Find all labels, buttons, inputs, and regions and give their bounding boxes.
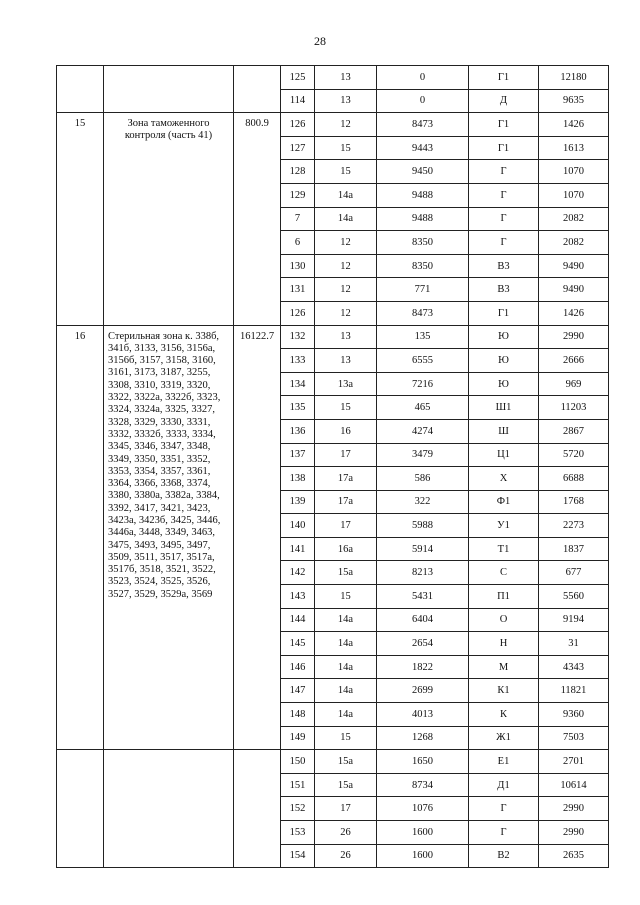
distance-cell: 1822 [377, 655, 469, 679]
point-number-cell: 133 [281, 349, 315, 373]
value-cell: 1768 [539, 490, 609, 514]
value-cell: 1426 [539, 301, 609, 325]
axis-cell: К [469, 703, 539, 727]
zone-number-cell: 16 [57, 325, 104, 750]
value-cell: 677 [539, 561, 609, 585]
axis-cell: Г [469, 183, 539, 207]
floor-cell: 17а [315, 490, 377, 514]
axis-cell: Д [469, 89, 539, 113]
floor-cell: 15а [315, 561, 377, 585]
point-number-cell: 138 [281, 467, 315, 491]
axis-cell: Г [469, 821, 539, 845]
axis-cell: Х [469, 467, 539, 491]
floor-cell: 16 [315, 419, 377, 443]
distance-cell: 0 [377, 66, 469, 90]
value-cell: 1070 [539, 160, 609, 184]
distance-cell: 135 [377, 325, 469, 349]
distance-cell: 0 [377, 89, 469, 113]
point-number-cell: 128 [281, 160, 315, 184]
axis-cell: Д1 [469, 773, 539, 797]
value-cell: 4343 [539, 655, 609, 679]
value-cell: 2990 [539, 325, 609, 349]
distance-cell: 5431 [377, 585, 469, 609]
axis-cell: Ш1 [469, 396, 539, 420]
distance-cell: 4013 [377, 703, 469, 727]
floor-cell: 14а [315, 703, 377, 727]
value-cell: 31 [539, 632, 609, 656]
zone-description-cell [104, 66, 234, 113]
point-number-cell: 146 [281, 655, 315, 679]
distance-cell: 2654 [377, 632, 469, 656]
floor-cell: 26 [315, 844, 377, 868]
point-number-cell: 154 [281, 844, 315, 868]
value-cell: 1070 [539, 183, 609, 207]
distance-cell: 9488 [377, 183, 469, 207]
floor-cell: 17 [315, 797, 377, 821]
point-number-cell: 149 [281, 726, 315, 750]
floor-cell: 13 [315, 325, 377, 349]
floor-cell: 13 [315, 349, 377, 373]
floor-cell: 26 [315, 821, 377, 845]
floor-cell: 14а [315, 655, 377, 679]
point-number-cell: 147 [281, 679, 315, 703]
value-cell: 12180 [539, 66, 609, 90]
point-number-cell: 139 [281, 490, 315, 514]
value-cell: 2273 [539, 514, 609, 538]
distance-cell: 465 [377, 396, 469, 420]
point-number-cell: 143 [281, 585, 315, 609]
floor-cell: 15 [315, 585, 377, 609]
zone-area-cell: 800.9 [234, 113, 281, 325]
distance-cell: 1600 [377, 844, 469, 868]
distance-cell: 322 [377, 490, 469, 514]
value-cell: 1837 [539, 537, 609, 561]
value-cell: 5560 [539, 585, 609, 609]
point-number-cell: 151 [281, 773, 315, 797]
point-number-cell: 114 [281, 89, 315, 113]
value-cell: 1426 [539, 113, 609, 137]
point-number-cell: 148 [281, 703, 315, 727]
zone-number-cell [57, 66, 104, 113]
floor-cell: 15 [315, 396, 377, 420]
point-number-cell: 145 [281, 632, 315, 656]
distance-cell: 9488 [377, 207, 469, 231]
axis-cell: Г1 [469, 66, 539, 90]
distance-cell: 1076 [377, 797, 469, 821]
distance-cell: 2699 [377, 679, 469, 703]
value-cell: 10614 [539, 773, 609, 797]
zone-description-cell: Зона таможенного контроля (часть 41) [104, 113, 234, 325]
point-number-cell: 7 [281, 207, 315, 231]
axis-cell: М [469, 655, 539, 679]
distance-cell: 6404 [377, 608, 469, 632]
floor-cell: 12 [315, 254, 377, 278]
point-number-cell: 6 [281, 231, 315, 255]
distance-cell: 8473 [377, 301, 469, 325]
distance-cell: 8213 [377, 561, 469, 585]
value-cell: 9490 [539, 254, 609, 278]
floor-cell: 14а [315, 183, 377, 207]
zone-description-cell: Стерильная зона к. 338б, 341б, 3133, 3156, 3156а, 3156б, 3157, 3158, 3160, 3161, 3173, 3187, 3255, 3308, 3310, 3319, 3320, 3322, 3322а, 3322б, 3323, 3324, 3324а, 3325, 3327, 3328, 3329, 3330, 3331, 3332, 3332б, 3333, 3334, 3345, 3346, 3347, 3348, 3349, 3350, 3351, 3352, 3353, 3354, 3357, 3361, 3364, 3366, 3368, 3374, 3380, 3380а, 3382а, 3384, 3392, 3417, 3421, 3423, 3423а, 3423б, 3425, 3446, 3446а, 3448, 3349, 3463, 3475, 3493, 3495, 3497, 3509, 3511, 3517, 3517а, 3517б, 3518, 3521, 3522, 3523, 3524, 3525, 3526, 3527, 3529, 3529а, 3569 [104, 325, 234, 750]
distance-cell: 1650 [377, 750, 469, 774]
data-table [56, 65, 609, 868]
floor-cell: 13 [315, 89, 377, 113]
point-number-cell: 135 [281, 396, 315, 420]
point-number-cell: 126 [281, 113, 315, 137]
point-number-cell: 137 [281, 443, 315, 467]
point-number-cell: 150 [281, 750, 315, 774]
value-cell: 2082 [539, 207, 609, 231]
axis-cell: П1 [469, 585, 539, 609]
value-cell: 2082 [539, 231, 609, 255]
value-cell: 9490 [539, 278, 609, 302]
distance-cell: 7216 [377, 372, 469, 396]
zone-number-cell: 15 [57, 113, 104, 325]
value-cell: 9635 [539, 89, 609, 113]
value-cell: 9194 [539, 608, 609, 632]
value-cell: 2635 [539, 844, 609, 868]
value-cell: 2701 [539, 750, 609, 774]
distance-cell: 8350 [377, 254, 469, 278]
table-row [57, 66, 609, 90]
distance-cell: 8473 [377, 113, 469, 137]
axis-cell: Ю [469, 372, 539, 396]
floor-cell: 17 [315, 443, 377, 467]
point-number-cell: 131 [281, 278, 315, 302]
axis-cell: У1 [469, 514, 539, 538]
point-number-cell: 126 [281, 301, 315, 325]
point-number-cell: 144 [281, 608, 315, 632]
axis-cell: О [469, 608, 539, 632]
axis-cell: Г [469, 160, 539, 184]
floor-cell: 15а [315, 750, 377, 774]
floor-cell: 14а [315, 207, 377, 231]
point-number-cell: 134 [281, 372, 315, 396]
table-row [57, 113, 609, 137]
distance-cell: 1268 [377, 726, 469, 750]
point-number-cell: 136 [281, 419, 315, 443]
point-number-cell: 142 [281, 561, 315, 585]
value-cell: 2990 [539, 797, 609, 821]
page-bottom-edge [0, 893, 640, 905]
floor-cell: 15 [315, 726, 377, 750]
distance-cell: 8350 [377, 231, 469, 255]
axis-cell: Е1 [469, 750, 539, 774]
distance-cell: 8734 [377, 773, 469, 797]
floor-cell: 12 [315, 113, 377, 137]
distance-cell: 1600 [377, 821, 469, 845]
axis-cell: Г1 [469, 301, 539, 325]
floor-cell: 14а [315, 632, 377, 656]
value-cell: 5720 [539, 443, 609, 467]
zone-description-cell [104, 750, 234, 868]
floor-cell: 13а [315, 372, 377, 396]
value-cell: 11203 [539, 396, 609, 420]
floor-cell: 13 [315, 66, 377, 90]
value-cell: 11821 [539, 679, 609, 703]
axis-cell: Г1 [469, 136, 539, 160]
floor-cell: 17а [315, 467, 377, 491]
distance-cell: 4274 [377, 419, 469, 443]
floor-cell: 12 [315, 231, 377, 255]
point-number-cell: 153 [281, 821, 315, 845]
axis-cell: В3 [469, 254, 539, 278]
axis-cell: Г [469, 231, 539, 255]
axis-cell: С [469, 561, 539, 585]
axis-cell: Ш [469, 419, 539, 443]
point-number-cell: 127 [281, 136, 315, 160]
value-cell: 7503 [539, 726, 609, 750]
axis-cell: В3 [469, 278, 539, 302]
axis-cell: Т1 [469, 537, 539, 561]
axis-cell: Ж1 [469, 726, 539, 750]
distance-cell: 9450 [377, 160, 469, 184]
distance-cell: 6555 [377, 349, 469, 373]
distance-cell: 586 [377, 467, 469, 491]
distance-cell: 771 [377, 278, 469, 302]
floor-cell: 15 [315, 136, 377, 160]
value-cell: 9360 [539, 703, 609, 727]
value-cell: 1613 [539, 136, 609, 160]
table-row [57, 325, 609, 349]
point-number-cell: 152 [281, 797, 315, 821]
point-number-cell: 132 [281, 325, 315, 349]
floor-cell: 12 [315, 301, 377, 325]
value-cell: 2867 [539, 419, 609, 443]
distance-cell: 3479 [377, 443, 469, 467]
floor-cell: 16а [315, 537, 377, 561]
axis-cell: Г [469, 207, 539, 231]
axis-cell: Ю [469, 325, 539, 349]
floor-cell: 14а [315, 608, 377, 632]
point-number-cell: 141 [281, 537, 315, 561]
floor-cell: 12 [315, 278, 377, 302]
distance-cell: 5988 [377, 514, 469, 538]
page-number: 28 [314, 34, 326, 48]
axis-cell: Г [469, 797, 539, 821]
floor-cell: 15а [315, 773, 377, 797]
zone-area-cell: 16122.7 [234, 325, 281, 750]
axis-cell: Г1 [469, 113, 539, 137]
value-cell: 6688 [539, 467, 609, 491]
distance-cell: 9443 [377, 136, 469, 160]
zone-area-cell [234, 750, 281, 868]
point-number-cell: 130 [281, 254, 315, 278]
table-row [57, 750, 609, 774]
point-number-cell: 125 [281, 66, 315, 90]
point-number-cell: 129 [281, 183, 315, 207]
point-number-cell: 140 [281, 514, 315, 538]
zone-area-cell [234, 66, 281, 113]
value-cell: 2666 [539, 349, 609, 373]
axis-cell: В2 [469, 844, 539, 868]
axis-cell: Ю [469, 349, 539, 373]
floor-cell: 15 [315, 160, 377, 184]
zone-number-cell [57, 750, 104, 868]
value-cell: 969 [539, 372, 609, 396]
axis-cell: К1 [469, 679, 539, 703]
axis-cell: Ф1 [469, 490, 539, 514]
distance-cell: 5914 [377, 537, 469, 561]
floor-cell: 14а [315, 679, 377, 703]
axis-cell: Ц1 [469, 443, 539, 467]
axis-cell: Н [469, 632, 539, 656]
floor-cell: 17 [315, 514, 377, 538]
value-cell: 2990 [539, 821, 609, 845]
